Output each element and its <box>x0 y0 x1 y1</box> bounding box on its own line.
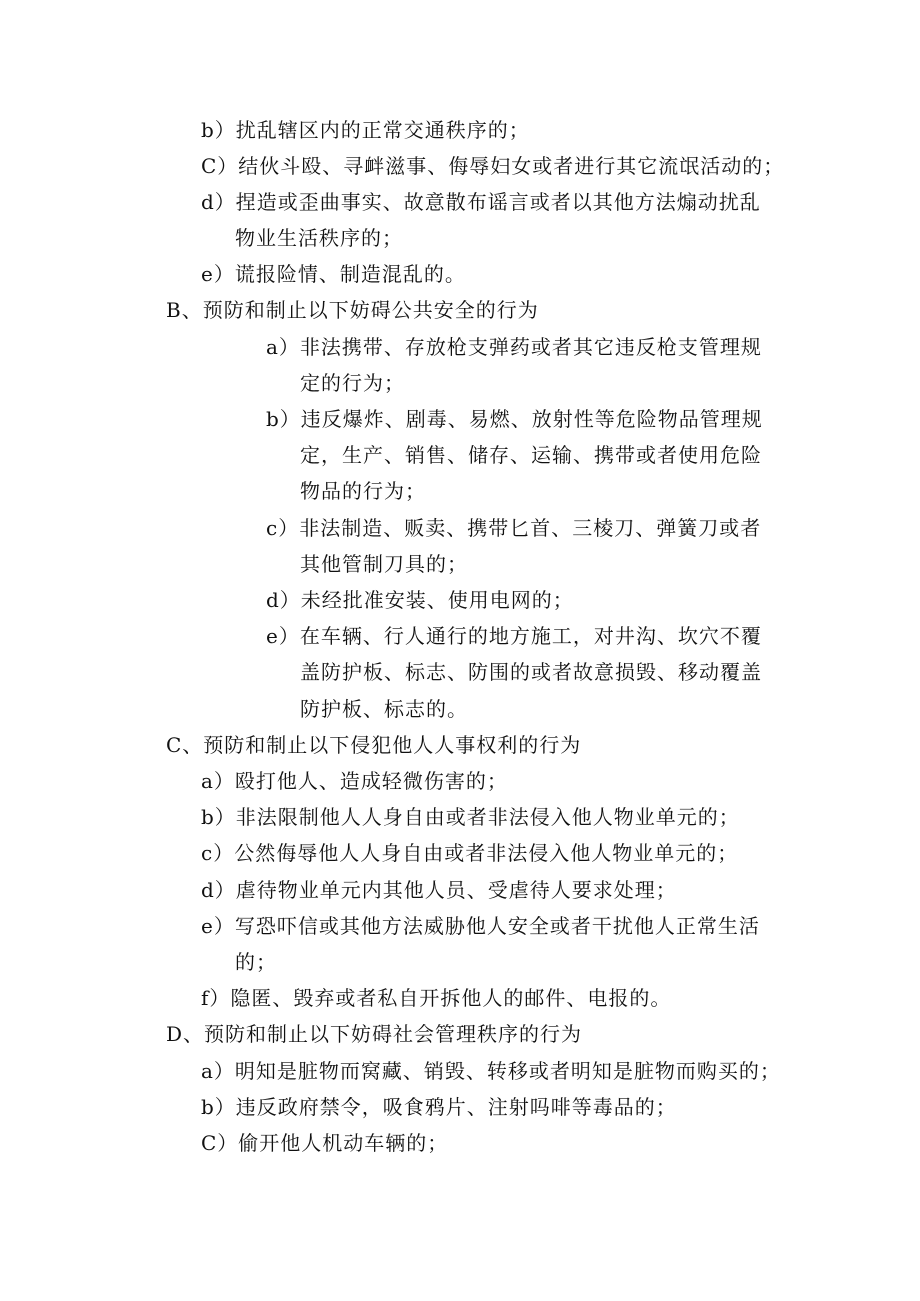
text-line: a）明知是脏物而窝藏、销毁、转移或者明知是脏物而购买的； <box>201 1059 781 1083</box>
text-line: 防护板、标志的。 <box>300 697 468 721</box>
text-line: b）违反政府禁令，吸食鸦片、注射吗啡等毒品的； <box>201 1095 677 1119</box>
text-line: e）在车辆、行人通行的地方施工，对井沟、坎穴不覆 <box>266 624 762 648</box>
section-heading: D、预防和制止以下妨碍社会管理秩序的行为 <box>166 1022 583 1046</box>
text-line: 定，生产、销售、储存、运输、携带或者使用危险 <box>300 443 762 467</box>
text-line: 盖防护板、标志、防围的或者故意损毁、移动覆盖 <box>300 660 762 684</box>
text-line: c）非法制造、贩卖、携带匕首、三棱刀、弹簧刀或者 <box>266 516 762 540</box>
text-line: 物品的行为； <box>300 479 426 503</box>
text-line: 定的行为； <box>300 371 405 395</box>
text-line: f）隐匿、毁弃或者私自开拆他人的邮件、电报的。 <box>201 986 672 1010</box>
text-line: d）未经批准安装、使用电网的； <box>266 588 574 612</box>
text-line: b）扰乱辖区内的正常交通秩序的； <box>201 118 530 142</box>
text-line: C）结伙斗殴、寻衅滋事、侮辱妇女或者进行其它流氓活动的； <box>201 154 785 178</box>
text-line: e）写恐吓信或其他方法威胁他人安全或者干扰他人正常生活 <box>201 914 760 938</box>
text-line: d）虐待物业单元内其他人员、受虐待人要求处理； <box>201 878 677 902</box>
text-line: d）捏造或歪曲事实、故意散布谣言或者以其他方法煽动扰乱 <box>201 190 761 214</box>
section-heading: B、预防和制止以下妨碍公共安全的行为 <box>166 298 539 322</box>
text-line: 物业生活秩序的； <box>235 226 403 250</box>
text-line: 的； <box>235 950 277 974</box>
section-heading: C、预防和制止以下侵犯他人人事权利的行为 <box>166 733 582 757</box>
text-line: C）偷开他人机动车辆的； <box>201 1131 449 1155</box>
text-line: a）非法携带、存放枪支弹药或者其它违反枪支管理规 <box>266 335 762 359</box>
text-line: b）违反爆炸、剧毒、易燃、放射性等危险物品管理规 <box>266 407 763 431</box>
text-line: b）非法限制他人人身自由或者非法侵入他人物业单元的； <box>201 805 740 829</box>
text-line: c）公然侮辱他人人身自由或者非法侵入他人物业单元的； <box>201 841 739 865</box>
text-line: 其他管制刀具的； <box>300 552 468 576</box>
text-line: a）殴打他人、造成轻微伤害的； <box>201 769 508 793</box>
text-line: e）谎报险情、制造混乱的。 <box>201 262 466 286</box>
